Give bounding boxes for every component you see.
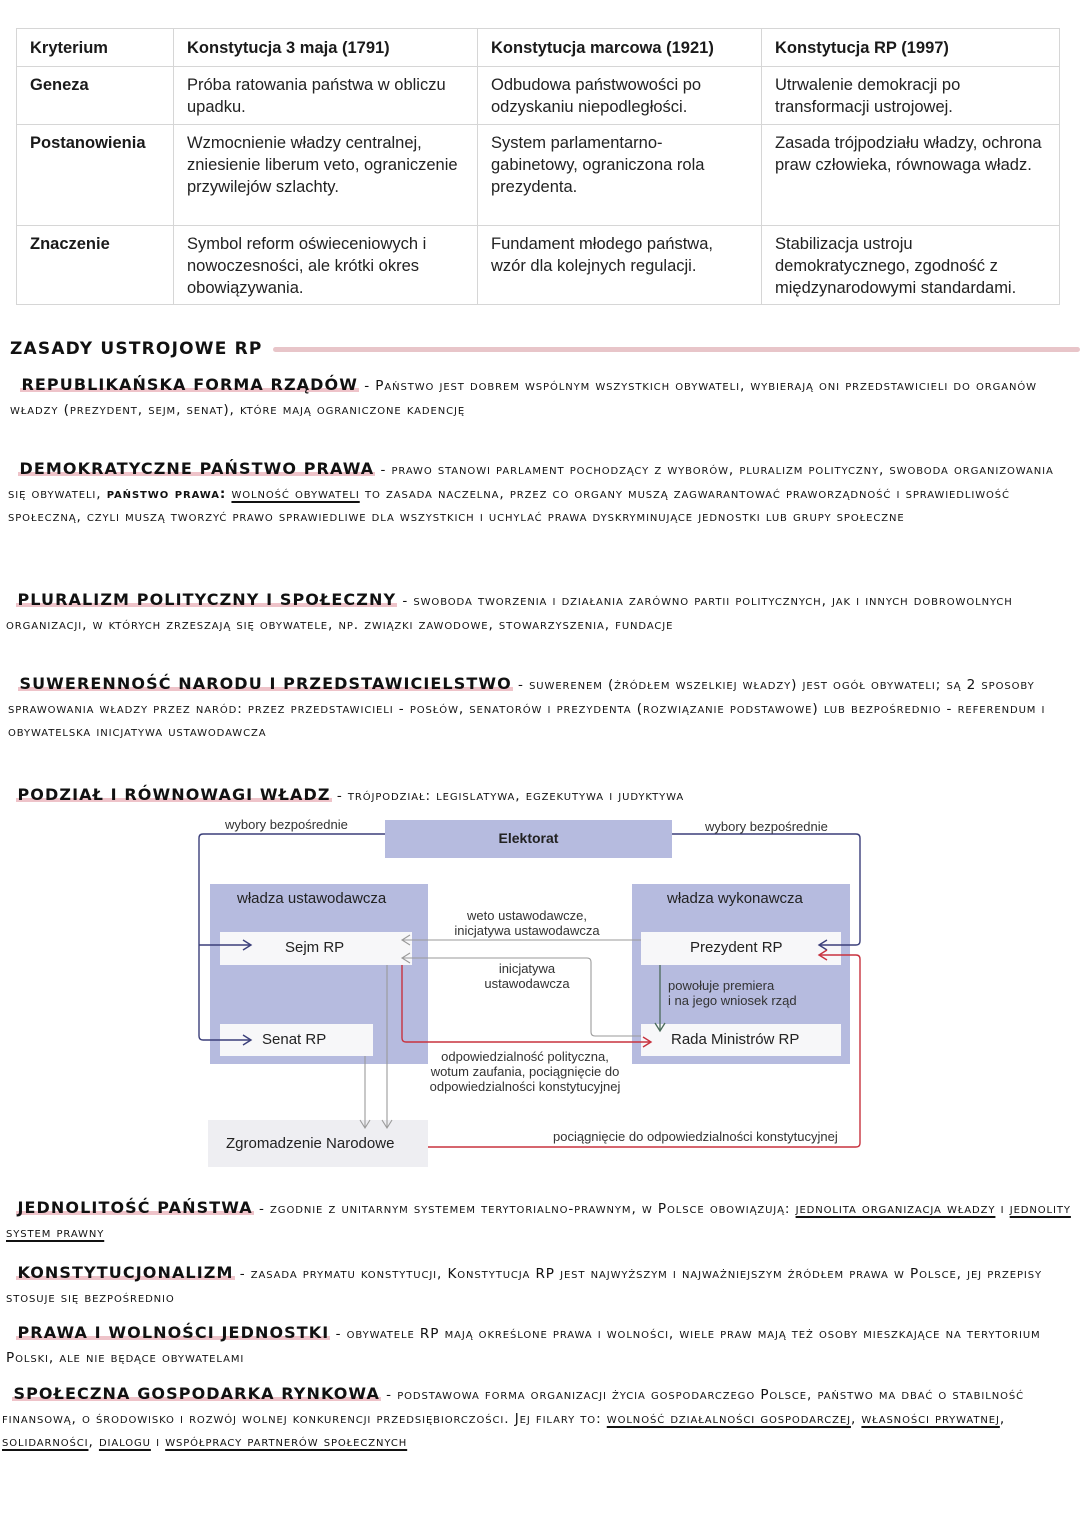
separator: - [330,1326,347,1342]
principle-term: JEDNOLITOŚĆ PAŃSTWA [17,1198,253,1217]
table-cell: System parlamentarno-gabinetowy, ograniczona rola prezydenta. [478,125,762,226]
principle-social-market-economy [2,1382,1078,1455]
responsibility-label [425,1049,625,1094]
table-cell: Odbudowa państwowości po odzyskaniu niepodległości. [478,67,762,125]
principle-description: obywatele RP mają określone prawa i wolności, wiele praw mają też osoby mieszkające na terytorium Polski, ale nie będące obywatelami [6,1326,1041,1366]
principle-term: REPUBLIKAŃSKA FORMA RZĄDÓW [21,375,358,394]
principle-sovereignty [8,672,1080,745]
table-cell: Wzmocnienie władzy centralnej, zniesienie liberum veto, ograniczenie przywilejów szlachty. [174,125,478,226]
connector-text: i [995,1201,1010,1217]
principle-description-cont: to zasada naczelna, przez co organy muszą zagwarantować praworządność i sprawiedliwość społeczną, czyli muszą tworzyć prawo sprawiedliwe dla wszystkich i uchylać prawa dyskryminujące jednostki lub grupy społeczne [8,485,1010,525]
principle-description: zgodnie z unitarnym systemem terytorialno-prawnym, w Polsce obowiązują: [270,1201,796,1217]
responsibility-label-line: wotum zaufania, pociągnięcie do [430,1064,620,1079]
pillar: solidarności [2,1434,89,1450]
pillar: własności prywatnej [861,1410,1000,1427]
initiative-label [467,961,587,991]
president-label: Prezydent RP [690,939,783,956]
veto-label-line: weto ustawodawcze, [467,908,587,923]
electorate-label: Elektorat [498,830,559,846]
pillar: współpracy partnerów społecznych [165,1434,408,1450]
separation-of-powers-diagram [195,812,870,1172]
principle-description: prawo stanowi parlament pochodzący z wyborów, pluralizm polityczny, swoboda organizowania się obywateli, [8,462,1054,502]
responsibility-label-line: odpowiedzialność polityczna, [441,1049,609,1064]
responsibility-label-line: odpowiedzialności konstytucyjnej [429,1079,621,1094]
initiative-label-line: inicjatywa [498,961,556,976]
column-header: Konstytucja marcowa (1921) [478,29,762,67]
separator: - [234,1266,251,1282]
separator: - [512,677,530,693]
veto-label [447,908,607,938]
direct-elections-left-label: wybory bezpośrednie [225,817,348,832]
table-header-row [17,29,1060,67]
direct-elections-right-label: wybory bezpośrednie [705,819,828,834]
principle-term: PODZIAŁ I RÓWNOWAGI WŁADZ [17,785,331,804]
table-row [17,226,1060,305]
principle-separation-of-powers [6,783,1074,809]
pillar-separator: , [850,1410,862,1427]
principle-pluralism [6,588,1074,637]
pillar-separator: , [88,1434,99,1450]
pillar-separator: , [999,1410,1006,1427]
column-header: Kryterium [17,29,174,67]
principle-constitutionalism [6,1261,1074,1310]
veto-label-line: inicjatywa ustawodawcza [454,923,600,938]
principle-individual-rights [6,1321,1074,1370]
principle-unitary-state [6,1196,1074,1245]
principle-underlined-phrase: jednolity system prawny [6,1201,1071,1241]
principle-description: suwerenem (źródłem wszelkiej władzy) jest ogół obywateli; są 2 sposoby sprawowania władzy przez naród: przez przedstawicieli - posłów, senatorów i prezydenta (rozwiązanie podstawowe) lub bezpośrednio - referendum i obywatelska inicjatywa ustawodawcza [8,677,1046,740]
appoints-label-line: powołuje premiera [668,978,775,993]
principle-term: PRAWA I WOLNOŚCI JEDNOSTKI [17,1323,330,1342]
council-label: Rada Ministrów RP [671,1031,800,1048]
principle-underlined-phrase: jednolita organizacja władzy [795,1201,996,1217]
section-heading [10,339,1080,359]
principle-description: swoboda tworzenia i działania zarówno partii politycznych, jak i innych dobrowolnych organizacji, w których zrzeszają się obywatele, np. związki zawodowe, stowarzyszenia, fundacje [6,593,1013,633]
table-cell: Zasada trójpodziału władzy, ochrona praw człowieka, równowaga władz. [762,125,1060,226]
principle-republic [10,373,1070,422]
row-criterion: Geneza [17,67,174,125]
sejm-label: Sejm RP [285,939,345,956]
table-row [17,125,1060,226]
senat-label: Senat RP [262,1031,327,1048]
principle-rule-of-law [8,457,1073,530]
separator: - [380,1387,398,1403]
principle-description: zasada prymatu konstytucji, Konstytucja RP jest najwyższym i najważniejszym źródłem prawa w Polsce, jej przepisy stosuje się bezpośrednio [6,1266,1043,1306]
row-criterion: Znaczenie [17,226,174,305]
table-cell: Symbol reform oświeceniowych i nowoczesności, ale krótki okres obowiązywania. [174,226,478,305]
appoints-label [668,978,797,1008]
principle-term: KONSTYTUCJONALIZM [17,1263,234,1282]
table-cell: Fundament młodego państwa, wzór dla kolejnych regulacji. [478,226,762,305]
principle-highlight: państwo prawa: [106,485,227,502]
pillar-separator: i [150,1434,166,1450]
pillar: dialogu [98,1434,151,1450]
row-criterion: Postanowienia [17,125,174,226]
section-title: ZASADY USTROJOWE RP [10,339,263,359]
principle-term: PLURALIZM POLITYCZNY I SPOŁECZNY [17,590,397,609]
separator: - [331,788,348,804]
column-header: Konstytucja 3 maja (1791) [174,29,478,67]
principle-underlined-phrase: wolność obywateli [231,485,360,502]
separator: - [253,1201,271,1217]
separator: - [375,462,392,478]
principle-description: Państwo jest dobrem wspólnym wszystkich obywateli, wybierają oni przedstawicieli do organów władzy (prezydent, sejm, senat), które mają ograniczone kadencję [10,378,1037,418]
principle-description: trójpodział: legislatywa, egzekutywa i judyktywa [347,788,685,804]
table-cell: Stabilizacja ustroju demokratycznego, zgodność z międzynarodowymi standardami. [762,226,1060,305]
column-header: Konstytucja RP (1997) [762,29,1060,67]
constitutions-comparison-table [16,28,1060,305]
principle-term: DEMOKRATYCZNE PAŃSTWO PRAWA [19,459,375,478]
appoints-label-line: i na jego wniosek rząd [668,993,797,1008]
initiative-label-line: ustawodawcza [484,976,570,991]
principle-description: podstawowa forma organizacji życia gospodarczego Polsce, państwo ma dbać o stabilność finansową, o środowisko i rozwój wolnej konkurencji przedsiębiorczości. Jej filary to: [2,1387,1024,1427]
impeachment-label: pociągnięcie do odpowiedzialności konstytucyjnej [553,1129,838,1144]
table-cell: Próba ratowania państwa w obliczu upadku. [174,67,478,125]
legislative-title: władza ustawodawcza [237,890,387,907]
table-row [17,67,1060,125]
executive-title: władza wykonawcza [667,890,803,907]
assembly-label: Zgromadzenie Narodowe [226,1135,395,1152]
separator: - [397,593,414,609]
pillar: wolność działalności gospodarczej [606,1410,851,1427]
separator: - [358,378,376,394]
principle-term: SUWERENNOŚĆ NARODU I PRZEDSTAWICIELSTWO [19,674,512,693]
section-divider [273,347,1080,352]
principle-term: SPOŁECZNA GOSPODARKA RYNKOWA [13,1384,380,1403]
table-cell: Utrwalenie demokracji po transformacji ustrojowej. [762,67,1060,125]
